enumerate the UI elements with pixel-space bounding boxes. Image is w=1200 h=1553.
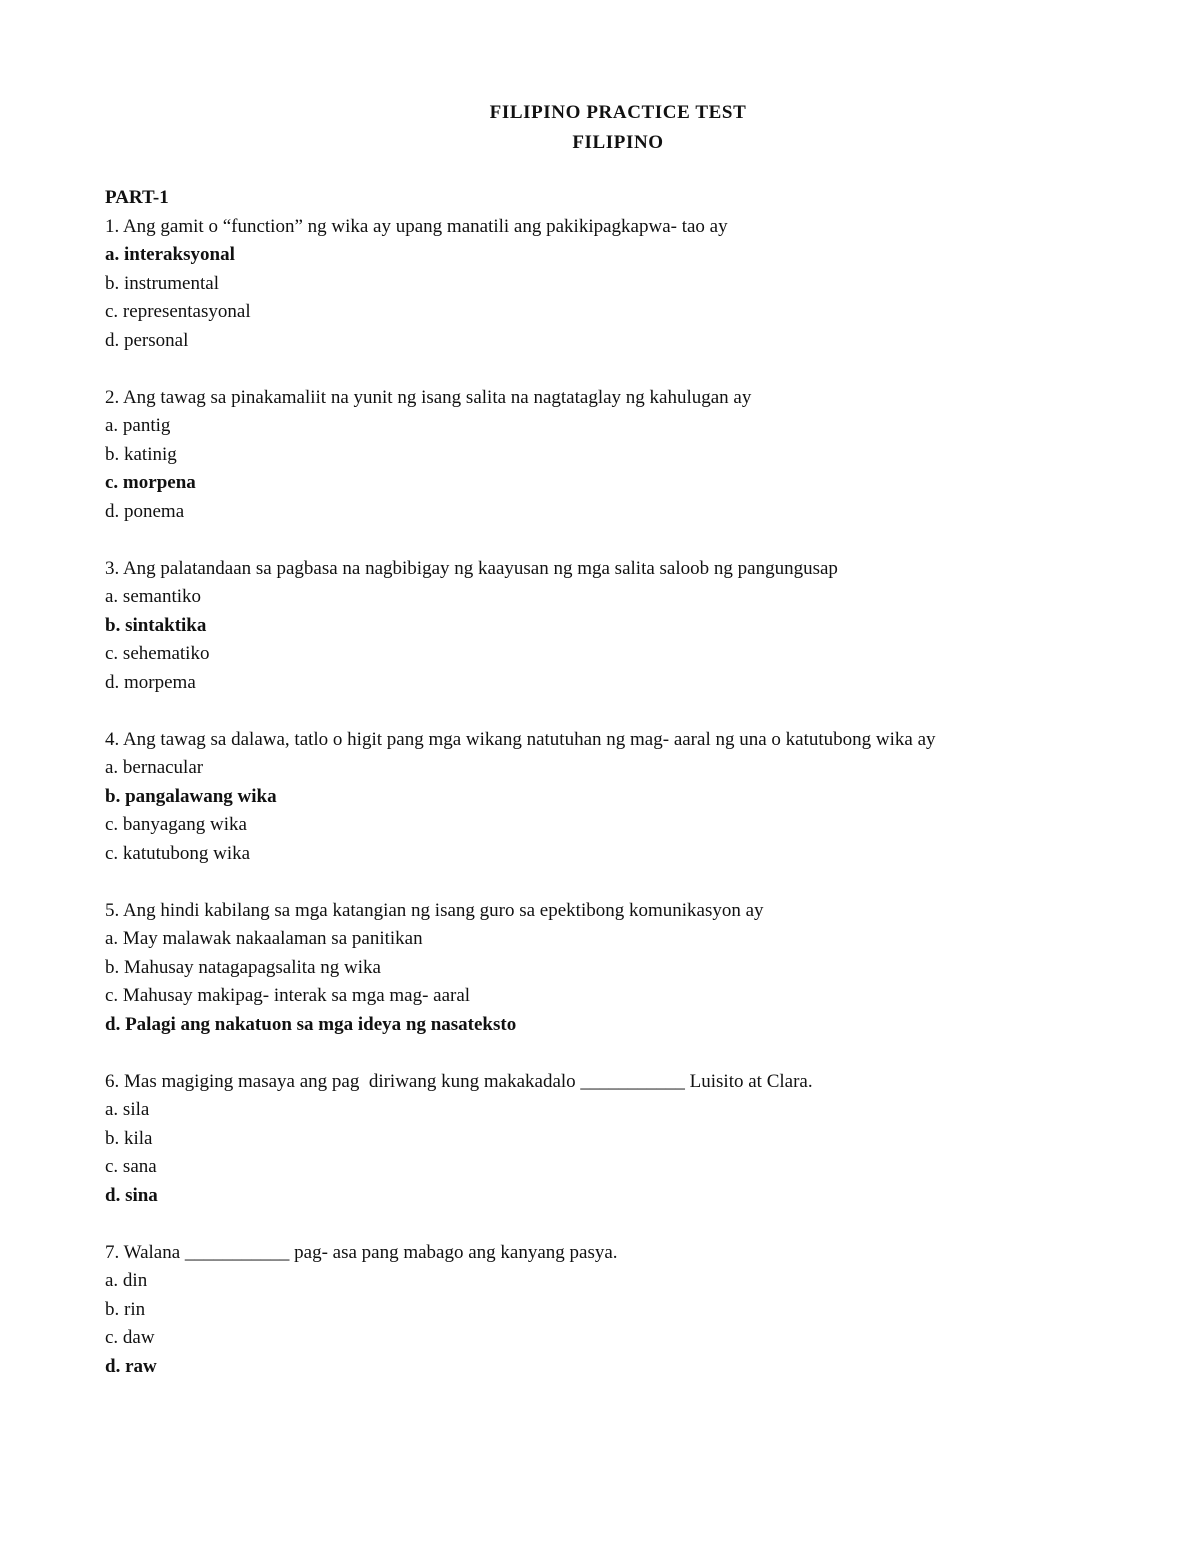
answer-option: b. instrumental bbox=[105, 272, 219, 294]
correct-answer-option: c. morpena bbox=[105, 472, 196, 493]
test-content bbox=[105, 184, 1105, 1410]
question-6 bbox=[105, 1068, 1105, 1211]
answer-option: a. bernacular bbox=[105, 757, 204, 778]
answer-option: d. ponema bbox=[105, 500, 185, 522]
answer-option: d. personal bbox=[105, 329, 189, 351]
answer-option: b. kila bbox=[105, 1127, 153, 1149]
question-text: 7. Walana ___________ pag- asa pang mabago ang kanyang pasya. bbox=[105, 1241, 618, 1263]
answer-option: a. May malawak nakaalaman sa panitikan bbox=[105, 928, 423, 949]
title-block bbox=[0, 98, 1200, 158]
answer-option: c. sana bbox=[105, 1156, 157, 1177]
answer-option: c. daw bbox=[105, 1327, 155, 1348]
correct-answer-option: d. sina bbox=[105, 1184, 158, 1206]
answer-option: a. semantiko bbox=[105, 586, 202, 607]
question-5 bbox=[105, 897, 1105, 1040]
document-subtitle: FILIPINO bbox=[572, 132, 664, 153]
question-4 bbox=[105, 726, 1105, 869]
answer-option: a. pantig bbox=[105, 415, 171, 436]
answer-option: b. katinig bbox=[105, 443, 177, 465]
answer-option: a. sila bbox=[105, 1099, 150, 1120]
question-text: 4. Ang tawag sa dalawa, tatlo o higit pang mga wikang natutuhan ng mag- aaral ng una o katutubong wika ay bbox=[105, 728, 936, 750]
question-1 bbox=[105, 213, 1105, 356]
correct-answer-option: b. pangalawang wika bbox=[105, 785, 277, 807]
answer-option: c. katutubong wika bbox=[105, 842, 251, 864]
question-3 bbox=[105, 555, 1105, 698]
answer-option: c. banyagang wika bbox=[105, 814, 247, 835]
question-7 bbox=[105, 1239, 1105, 1382]
answer-option: b. rin bbox=[105, 1298, 146, 1320]
answer-option: d. morpema bbox=[105, 671, 196, 693]
answer-option: c. representasyonal bbox=[105, 301, 251, 322]
answer-option: a. din bbox=[105, 1270, 148, 1291]
question-text: 2. Ang tawag sa pinakamaliit na yunit ng isang salita na nagtataglay ng kahulugan ay bbox=[105, 386, 752, 408]
answer-option: c. sehematiko bbox=[105, 643, 210, 664]
question-text: 5. Ang hindi kabilang sa mga katangian ng isang guro sa epektibong komunikasyon ay bbox=[105, 899, 764, 921]
question-text: 3. Ang palatandaan sa pagbasa na nagbibigay ng kaayusan ng mga salita saloob ng pangungusap bbox=[105, 557, 838, 579]
part-heading: PART-1 bbox=[105, 187, 169, 208]
correct-answer-option: a. interaksyonal bbox=[105, 244, 235, 265]
document-title: FILIPINO PRACTICE TEST bbox=[489, 102, 747, 123]
correct-answer-option: d. raw bbox=[105, 1355, 157, 1377]
correct-answer-option: d. Palagi ang nakatuon sa mga ideya ng nasateksto bbox=[105, 1013, 517, 1035]
answer-option: b. Mahusay natagapagsalita ng wika bbox=[105, 956, 381, 978]
answer-option: c. Mahusay makipag- interak sa mga mag- aaral bbox=[105, 985, 471, 1006]
question-text: 6. Mas magiging masaya ang pag diriwang kung makakadalo ___________ Luisito at Clara. bbox=[105, 1070, 813, 1092]
correct-answer-option: b. sintaktika bbox=[105, 614, 207, 636]
question-2 bbox=[105, 384, 1105, 527]
question-text: 1. Ang gamit o “function” ng wika ay upang manatili ang pakikipagkapwa- tao ay bbox=[105, 215, 728, 237]
